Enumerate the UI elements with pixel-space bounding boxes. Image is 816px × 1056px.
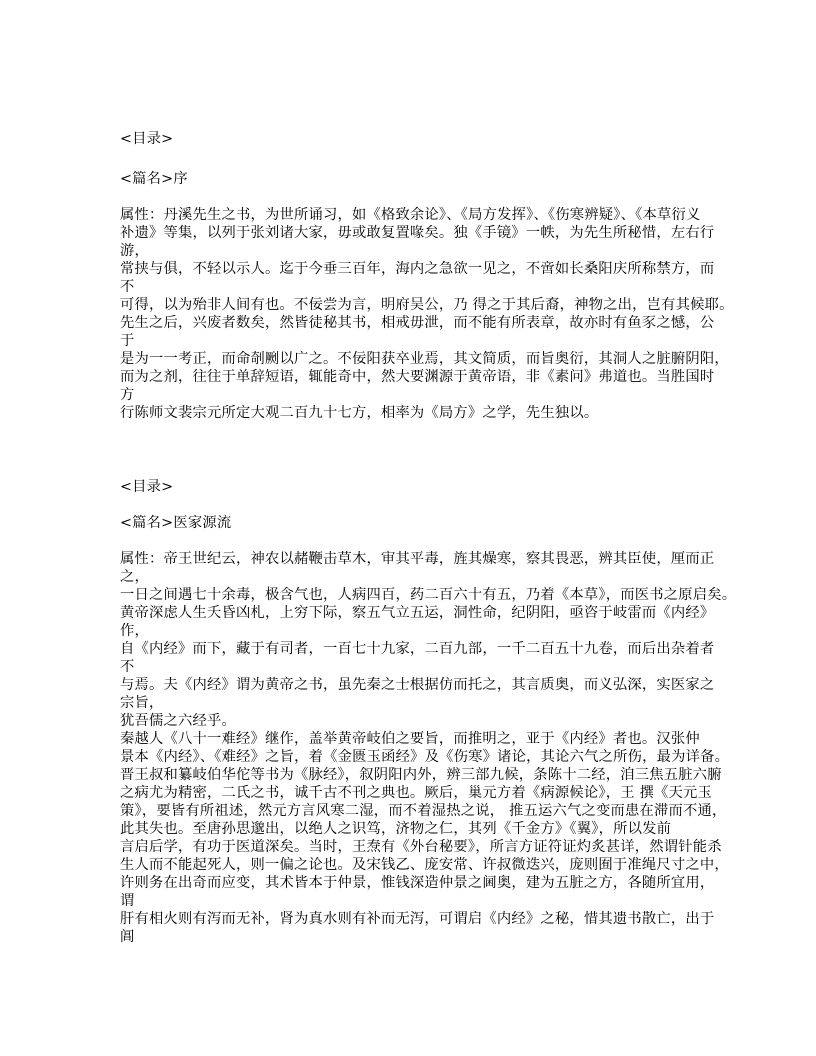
text-line: 属性：丹溪先生之书，为世所诵习，如《格致余论》、《局方发挥》、《伤寒辨疑》、《本草衍义 <box>120 207 701 223</box>
text-line: 策》，要皆有所祖述，然元方言风寒二湿，而不着湿热之说， 推五运六气之变而患在滞而不通， <box>120 803 727 819</box>
text-line: 属性：帝王世纪云，神农以赭鞭击草木，审其平毒，旌其燥寒，察其畏恶，辨其臣使，厘而正 <box>120 551 715 567</box>
text-line: 与焉。夫《内经》谓为黄帝之书，虽先秦之士根据仿而托之，其言质奥，而义弘深，实医家之 <box>120 677 715 693</box>
text-line: 作， <box>120 623 149 639</box>
text-line: 生人而不能起死人，则一偏之论也。及宋钱乙、庞安常、许叔微迭兴，庞则囿于准绳尺寸之中， <box>120 857 729 873</box>
toc-marker: <目录> <box>120 479 174 495</box>
text-line: 行陈师文裴宗元所定大观二百九十七方，相率为《局方》之学，先生独以。 <box>120 405 599 421</box>
text-line: 不 <box>120 659 135 675</box>
text-line: 肝有相火则有泻而无补，肾为真水则有补而无泻，可谓启《内经》之秘，惜其遗书散亡，出于 <box>120 911 715 927</box>
text-line: 补遗》等集，以列于张刘诸大家，毋或敢复置喙矣。独《手镜》一帙，为先生所秘惜，左右行 <box>120 225 715 241</box>
text-line: 常挟与俱，不轻以示人。迄于今垂三百年，海内之急欲一见之，不啻如长桑阳庆所称禁方，而 <box>120 261 715 277</box>
section-title: <篇名>医家源流 <box>120 515 232 531</box>
text-line: 之病尤为精密，二氏之书，诚千古不刊之典也。厥后，巢元方着《病源候论》，王 撰《天元玉 <box>120 785 712 801</box>
text-line: 游， <box>120 243 149 259</box>
text-line: 宗旨， <box>120 695 164 711</box>
text-line: 许则务在出奇而应变，其术皆本于仲景，惟钱深造仲景之阃奥，建为五脏之方，各随所宜用， <box>120 875 715 891</box>
text-line: 阊 <box>120 929 135 945</box>
text-line: 于 <box>120 333 135 349</box>
text-line: 而为之剂，往往于单辞短语，辄能奇中，然大要渊源于黄帝语，非《素问》弗道也。当胜国时 <box>120 369 715 385</box>
text-line: 秦越人《八十一难经》继作，盖举黄帝岐伯之要旨，而推明之，亚于《内经》者也。汉张仲 <box>120 731 700 747</box>
toc-marker: <目录> <box>120 131 174 147</box>
text-line: 不 <box>120 279 135 295</box>
text-line: 一日之间遇七十余毒，极含气也，人病四百，药二百六十有五，乃着《本草》，而医书之原启矣。 <box>120 587 737 603</box>
text-line: 景本《内经》、《难经》之旨，着《金匮玉函经》及《伤寒》诸论，其论六气之所伤，最为详备。 <box>120 749 730 765</box>
text-line: 先生之后，兴废者数矣，然皆徒秘其书，相戒毋泄，而不能有所表章，故亦时有鱼豕之憾，公 <box>120 315 715 331</box>
text-line: 可得，以为殆非人间有也。不佞尝为言，明府吴公，乃 得之于其后裔，神物之出，岂有其候耶。 <box>120 297 734 313</box>
text-line: 言启后学，有功于医道深矣。当时，王焘有《外台秘要》，所言方证符证灼炙甚详，然谓针能杀 <box>120 839 722 855</box>
text-line: 黄帝深虑人生夭昏凶札，上穷下际，察五气立五运，洞性命，纪阴阳，亟咨于岐雷而《内经》 <box>120 605 715 621</box>
section-title: <篇名>序 <box>120 171 188 187</box>
text-line: 犹吾儒之六经乎。 <box>120 713 236 729</box>
text-line: 此其失也。至唐孙思邈出，以绝人之识笃，济物之仁，其列《千金方》《翼》，所以发前 <box>120 821 672 837</box>
text-line: 谓 <box>120 893 135 909</box>
text-line: 晋王叔和纂岐伯华佗等书为《脉经》，叙阴阳内外，辨三部九候，条陈十二经，洎三焦五脏六腑 <box>120 767 722 783</box>
text-line: 方 <box>120 387 135 403</box>
text-line: 自《内经》而下，藏于有司者，一百七十九家，二百九部，一千二百五十九卷，而后出杂着者 <box>120 641 715 657</box>
text-line: 之， <box>120 569 149 585</box>
text-line: 是为一一考正，而命剞劂以广之。不佞阳获卒业焉，其文简质，而旨奥衍，其洞人之脏腑阴阳， <box>120 351 729 367</box>
